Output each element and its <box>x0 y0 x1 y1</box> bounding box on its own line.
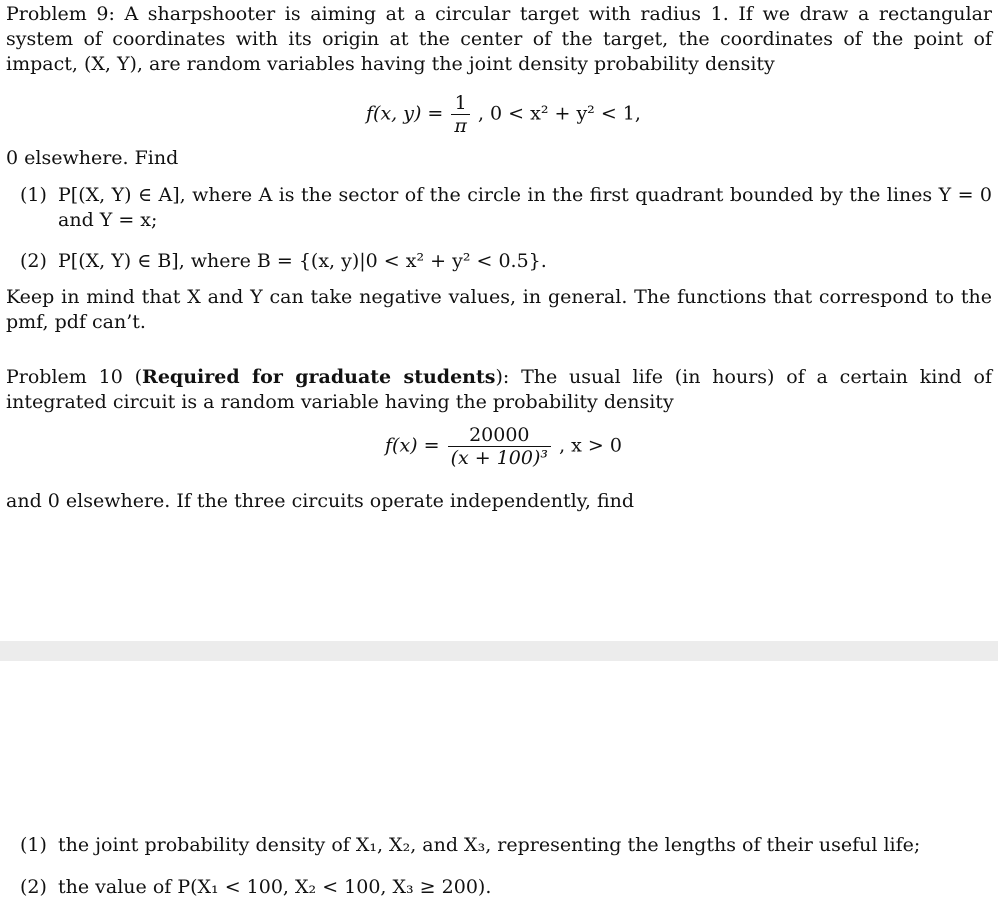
item-number: (1) <box>20 834 47 856</box>
problem9-intro: Problem 9: A sharpshooter is aiming at a circular target with radius 1. If we draw a rectangular system of coordinates with its origin at the center of the target, the coordinates of the point of impact, (X, Y), are random variables having the joint density probability density <box>6 3 992 75</box>
problem10-intro <box>6 365 992 415</box>
problem9-elsewhere: 0 elsewhere. Find <box>6 147 179 169</box>
fraction-numerator: 20000 <box>448 424 551 447</box>
problem9-item-2 <box>20 249 992 274</box>
item-text: P[(X, Y) ∈ A], where A is the sector of the circle in the first quadrant bounded by the lines Y = 0 and Y = x; <box>58 184 992 231</box>
equation-rhs: , 0 < x² + y² < 1, <box>477 102 641 125</box>
problem9-item-1 <box>20 183 992 233</box>
item-number: (2) <box>20 876 47 898</box>
problem10-elsewhere: and 0 elsewhere. If the three circuits operate independently, find <box>6 490 635 512</box>
item-text: the value of P(X₁ < 100, X₂ < 100, X₃ ≥ 200). <box>58 876 492 898</box>
intro-lead: Problem 10 ( <box>6 366 143 388</box>
equation-fraction <box>448 424 551 469</box>
fraction-numerator: 1 <box>451 92 470 115</box>
intro-rest: ): The usual life (in hours) of a certain kind of integrated circuit is a random variable having the probability density <box>6 366 993 413</box>
page-divider <box>0 641 998 661</box>
item-number: (1) <box>20 184 47 206</box>
item-text: P[(X, Y) ∈ B], where B = {(x, y)|0 < x² + y² < 0.5}. <box>58 250 547 272</box>
problem10-item-1 <box>20 833 992 858</box>
graduate-requirement: Required for graduate students <box>142 366 496 388</box>
problem10-item-2 <box>20 875 992 900</box>
equation-lhs: f(x, y) = <box>366 102 444 125</box>
problem9-density-equation <box>366 92 641 137</box>
fraction-denominator: (x + 100)³ <box>450 447 549 469</box>
item-number: (2) <box>20 250 47 272</box>
equation-rhs: , x > 0 <box>559 434 622 457</box>
fraction-denominator: π <box>454 115 467 137</box>
item-text: the joint probability density of X₁, X₂, and X₃, representing the lengths of their useful life; <box>58 834 921 856</box>
equation-fraction <box>451 92 470 137</box>
equation-lhs: f(x) = <box>385 434 440 457</box>
problem9-note: Keep in mind that X and Y can take negative values, in general. The functions that correspond to the pmf, pdf can’t. <box>6 286 992 333</box>
problem10-density-equation <box>385 424 622 469</box>
